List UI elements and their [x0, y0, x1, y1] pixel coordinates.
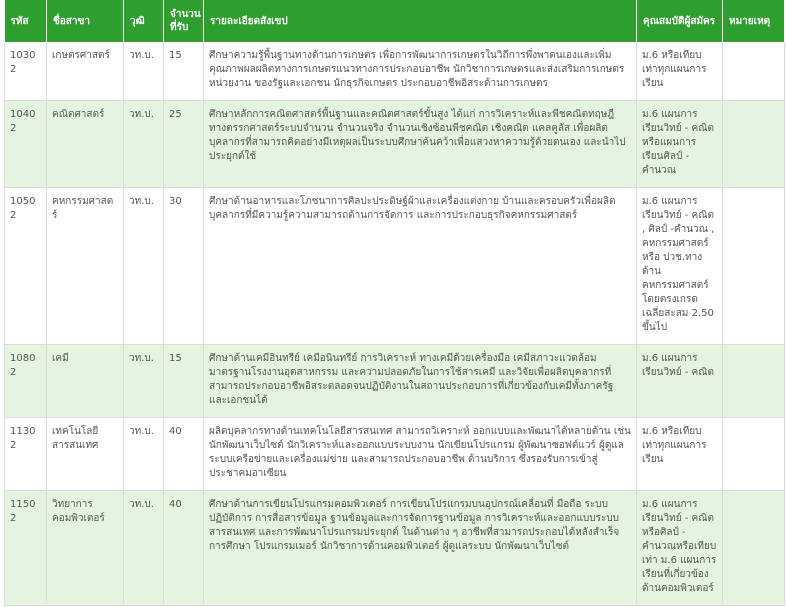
cell-name: เคมี	[47, 345, 124, 418]
cell-description: ศึกษาด้านอาหารและโภชนาการศิลปะประดิษฐ์ผ้าและเครื่องแต่งกาย บ้านและครอบครัวเพื่อผลิตบุคลากรที่มีความรู้ความสามารถด้านการจัดการ และการประกอบธุรกิจคหกรรมศาสตร์	[204, 188, 637, 345]
cell-code: 10802	[5, 345, 47, 418]
cell-qualifications: ม.6 แผนการเรียนวิทย์ - คณิต	[637, 345, 723, 418]
cell-seats: 40	[164, 491, 204, 606]
header-code: รหัส	[5, 0, 47, 42]
cell-degree: วท.บ.	[124, 188, 164, 345]
cell-seats: 25	[164, 101, 204, 188]
cell-note	[723, 101, 785, 188]
cell-name: คณิตศาสตร์	[47, 101, 124, 188]
cell-note	[723, 42, 785, 101]
cell-degree: วท.บ.	[124, 418, 164, 491]
cell-name: วิทยาการคอมพิวเตอร์	[47, 491, 124, 606]
cell-note	[723, 491, 785, 606]
cell-name: เทคโนโลยีสารสนเทศ	[47, 418, 124, 491]
cell-code: 11502	[5, 491, 47, 606]
header-qualifications: คุณสมบัติผู้สมัคร	[637, 0, 723, 42]
cell-description: ศึกษาหลักการคณิตศาสตร์พื้นฐานและคณิตศาสตร์ขั้นสูง ได้แก่ การวิเคราะห์และพีชคณิตทฤษฎีทางตรรกศาสตร์ระบบจำนวน จำนวนจริง จำนวนเชิงซ้อนพีชคณิต เชิงคณิต แคลคูลัส เพื่อผลิตบุคลากรที่สามารถคิดอย่างมีเหตุผลเป็นระบบศึกษาค้นคว้าเพื่อแสวงหาความรู้ด้วยตนเอง และนำไปประยุกต์ใช้	[204, 101, 637, 188]
cell-qualifications: ม.6 แผนการเรียนวิทย์ - คณิต , ศิลป์ -คำนวณ , คหกรรมศาสตร์ หรือ ปวช.ทางด้านคหกรรมศาสตร์โดยตรงเกรดเฉลี่ยสะสม 2.50 ขึ้นไป	[637, 188, 723, 345]
program-table	[4, 0, 785, 606]
header-degree: วุฒิ	[124, 0, 164, 42]
header-seats: จำนวนที่รับ	[164, 0, 204, 42]
cell-qualifications: ม.6 แผนการเรียนวิทย์ - คณิตหรือศิลป์ - คำนวณหรือเทียบเท่า ม.6 แผนการเรียนที่เกี่ยวข้องด้านคอมพิวเตอร์	[637, 491, 723, 606]
cell-code: 10502	[5, 188, 47, 345]
cell-qualifications: ม.6 แผนการเรียนวิทย์ - คณิต หรือแผนการเรียนศิลป์ - คำนวณ	[637, 101, 723, 188]
table-row	[5, 491, 785, 606]
cell-degree: วท.บ.	[124, 42, 164, 101]
header-note: หมายเหตุ	[723, 0, 785, 42]
cell-degree: วท.บ.	[124, 101, 164, 188]
cell-description: ผลิตบุคลากรทางด้านเทคโนโลยีสารสนเทศ สามารถวิเคราะห์ ออกแบบและพัฒนาได้หลายด้าน เช่น นักพัฒนาเว็บไซต์ นักวิเคราะห์และออกแบบระบบงาน นักเขียนโปรแกรม ผู้พัฒนาซอฟต์แวร์ ผู้ดูแลระบบเครือข่ายและเครื่องแม่ข่าย และสามารถประกอบอาชีพ ด้านบริการ ซึ่งรองรับการเข้าสู่ประชาคมอาเซียน	[204, 418, 637, 491]
table-row	[5, 101, 785, 188]
cell-note	[723, 418, 785, 491]
table-row	[5, 418, 785, 491]
cell-seats: 40	[164, 418, 204, 491]
cell-qualifications: ม.6 หรือเทียบเท่าทุกแผนการเรียน	[637, 42, 723, 101]
cell-seats: 30	[164, 188, 204, 345]
cell-name: เกษตรศาสตร์	[47, 42, 124, 101]
cell-code: 10402	[5, 101, 47, 188]
cell-note	[723, 345, 785, 418]
cell-code: 11302	[5, 418, 47, 491]
table-row	[5, 42, 785, 101]
table-header-row	[5, 0, 785, 42]
cell-description: ศึกษาด้านเคมีอินทรีย์ เคมีอนินทรีย์ การวิเคราะห์ ทางเคมีด้วยเครื่องมือ เคมีสภาวะแวดล้อม มาตรฐานโรงงานอุตสาหกรรม และความปลอดภัยในการใช้สารเคมี และวิจัยเพื่อผลิตบุคลากรที่สามารถประกอบอาชีพอิสระตลอดจนปฏิบัติงานในสถานประกอบการที่เกี่ยวข้องกับเคมีทั้งภาครัฐและเอกชนได้	[204, 345, 637, 418]
cell-degree: วท.บ.	[124, 345, 164, 418]
header-description: รายละเอียดสังเขป	[204, 0, 637, 42]
cell-code: 10302	[5, 42, 47, 101]
cell-qualifications: ม.6 หรือเทียบเท่าทุกแผนการเรียน	[637, 418, 723, 491]
header-name: ชื่อสาขา	[47, 0, 124, 42]
cell-degree: วท.บ.	[124, 491, 164, 606]
cell-name: คหกรรมศาสตร์	[47, 188, 124, 345]
cell-seats: 15	[164, 42, 204, 101]
cell-description: ศึกษาความรู้พื้นฐานทางด้านการเกษตร เพื่อการพัฒนาการเกษตรในวิถีการพึ่งพาตนเองและเพิ่มคุณภาพผลผลิตทางการเกษตรแนวทางการประกอบอาชีพ นักวิชาการเกษตรและส่งเสริมการเกษตรหน่วยงาน ของรัฐและเอกชน นักธุรกิจเกษตร ประกอบอาชีพอิสระด้านการเกษตร	[204, 42, 637, 101]
table-row	[5, 345, 785, 418]
table-row	[5, 188, 785, 345]
cell-description: ศึกษาด้านการเขียนโปรแกรมคอมพิวเตอร์ การเขียนโปรแกรมบนอุปกรณ์เคลื่อนที่ มือถือ ระบบปฏิบัติการ การสื่อสารข้อมูล ฐานข้อมูลและการจัดการฐานข้อมูล การวิเคราะห์และออกแบบระบบสารสนเทศ และการพัฒนาโปรแกรมประยุกต์ ในด้านต่าง ๆ อาชีพที่สามารถประกอบได้หลังสำเร็จการศึกษา โปรแกรมเมอร์ นักวิชาการด้านคอมพิวเตอร์ ผู้ดูแลระบบ นักพัฒนาเว็บไซต์	[204, 491, 637, 606]
cell-note	[723, 188, 785, 345]
cell-seats: 15	[164, 345, 204, 418]
